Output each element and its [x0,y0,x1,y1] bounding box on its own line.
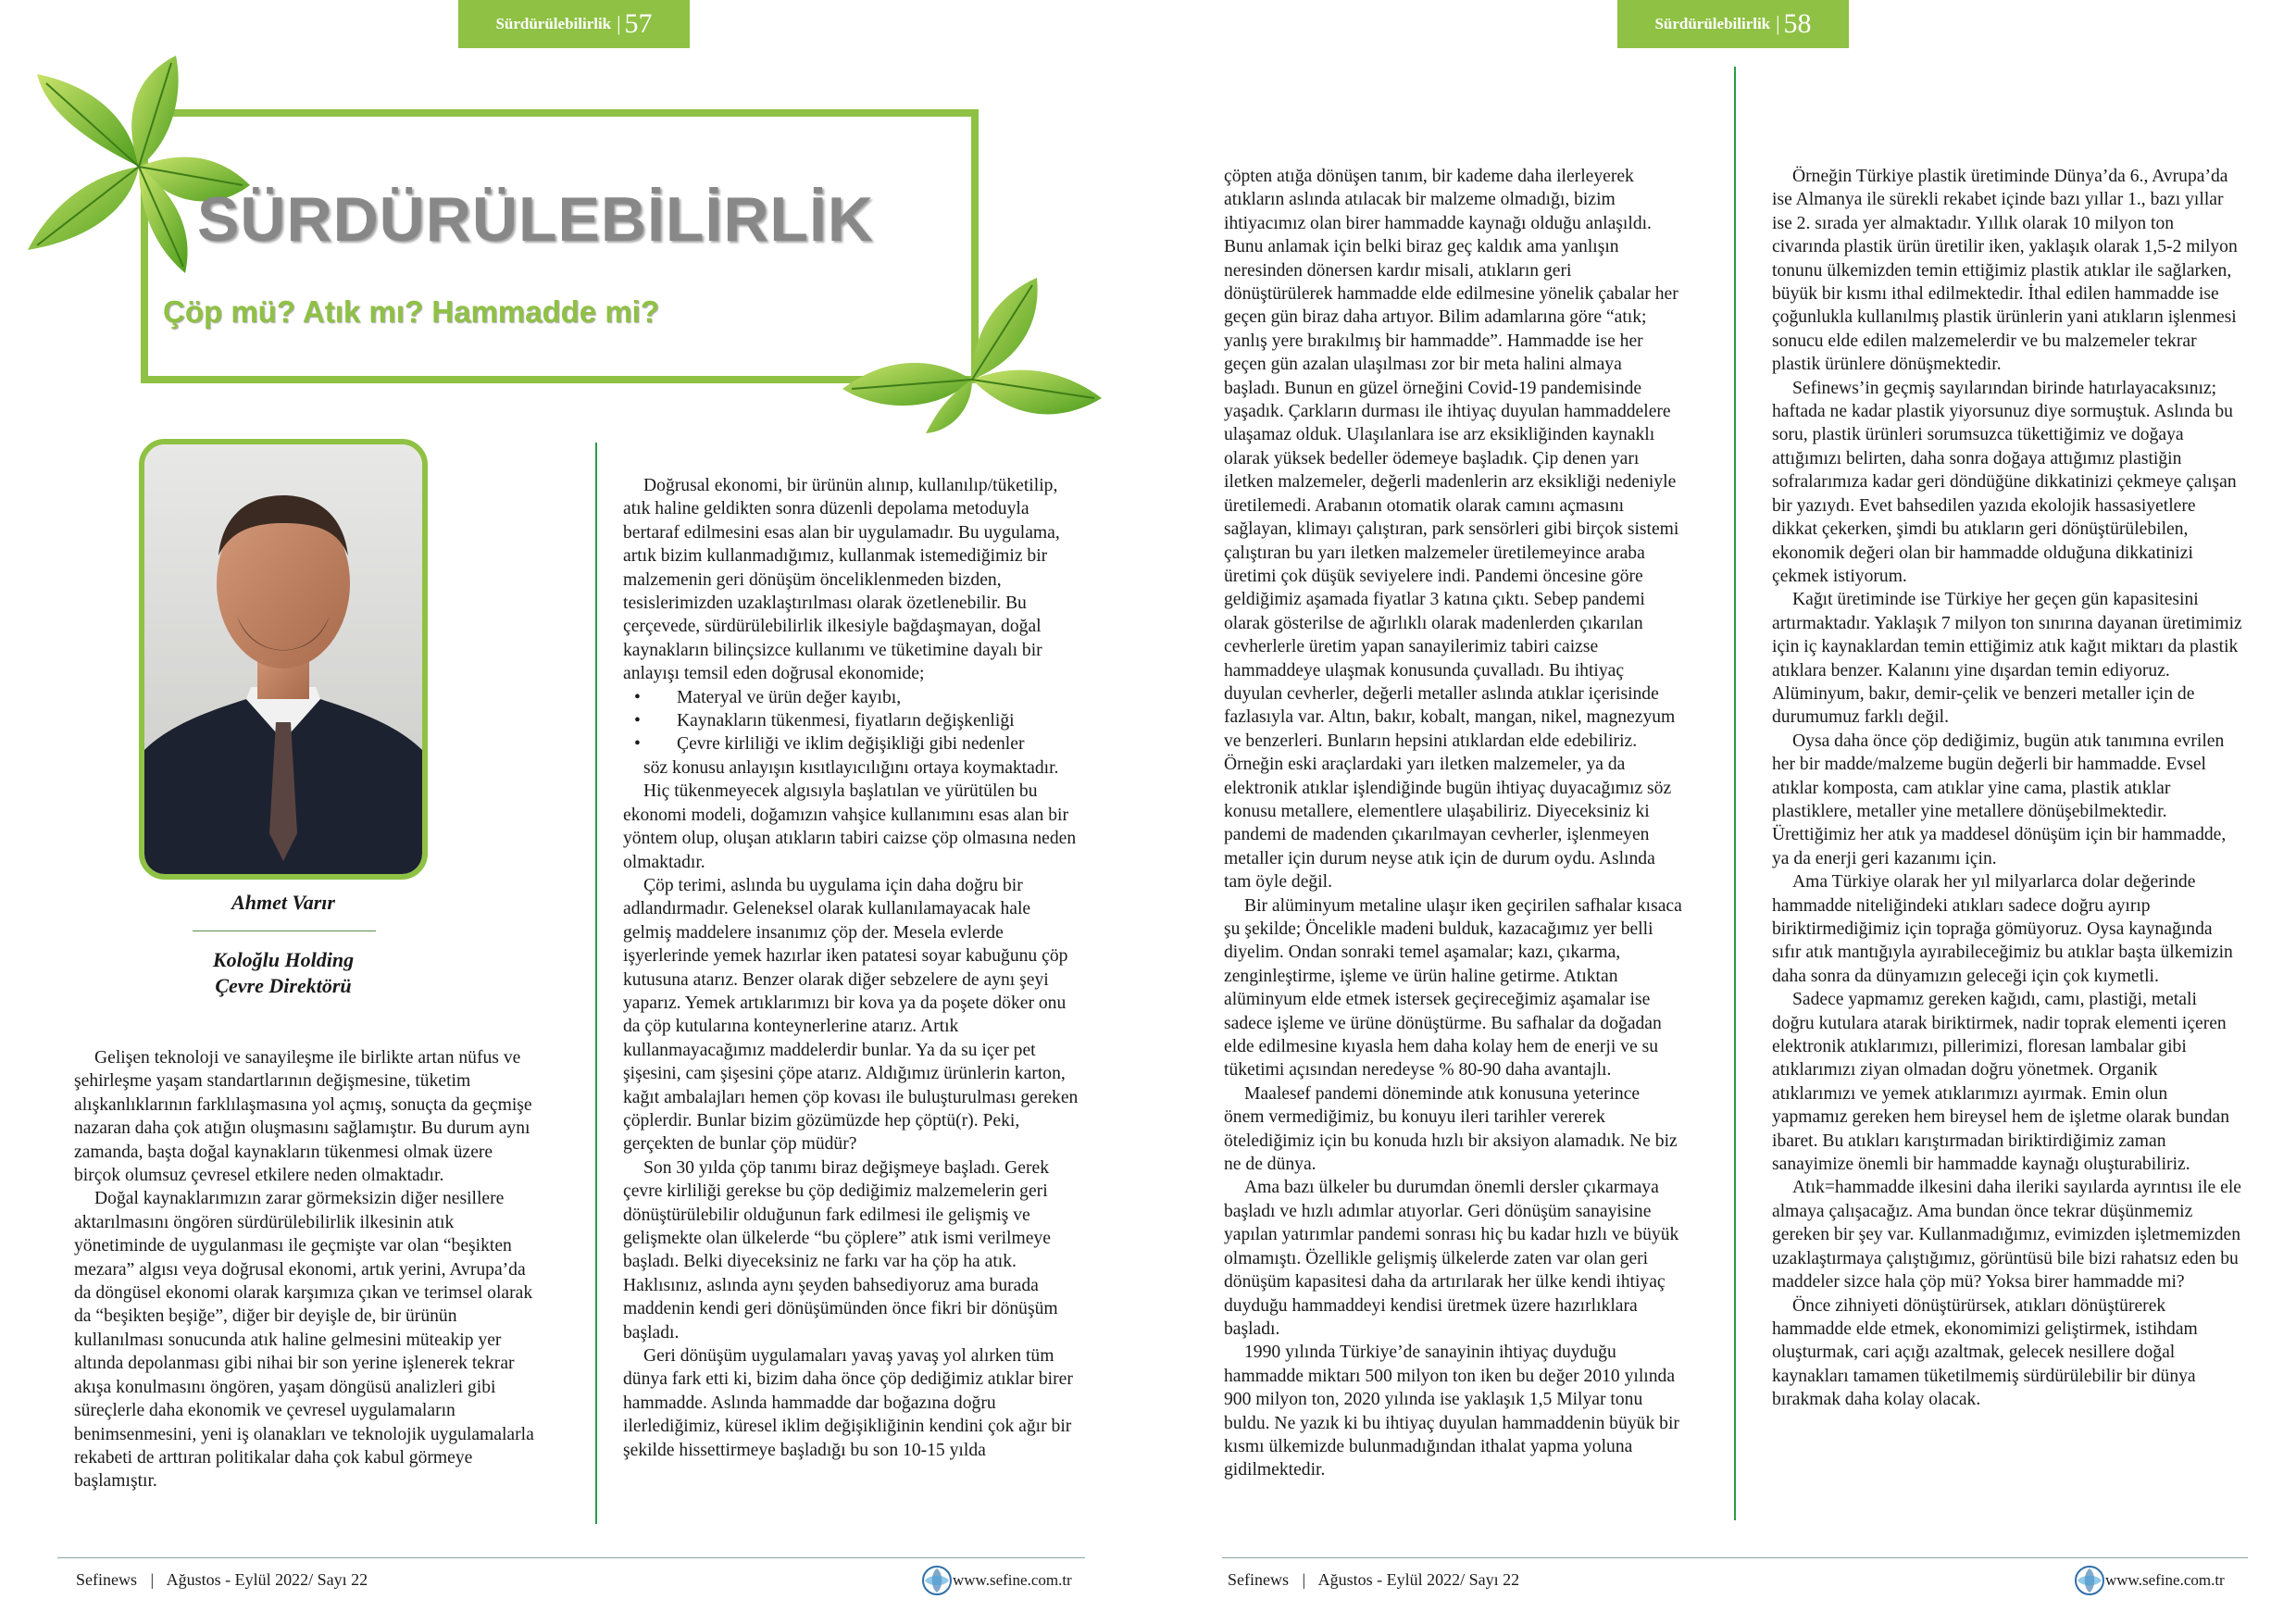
column-divider [595,443,597,1524]
author-photo [139,439,428,880]
paragraph: Oysa daha önce çöp dediğimiz, bugün atık tanımına evrilen her bir madde/malzeme bugün değerli bir hammadde. Evsel atıklar komposta, cam atıklar yine cama, plastik atıklar plastiklere, metaller yine metallere dönüşebilmektedir. Ürettiğimiz her atık ya maddesel dönüşüm için bir hammadde, ya da enerji geri kazanımı için. [1772,731,2227,868]
magazine-name: Sefinews [76,1570,137,1589]
paragraph: söz konusu anlayışın kısıtlayıcılığını ortaya koymaktadır. [643,757,1059,778]
paragraph: Atık=hammadde ilkesini daha ileriki sayılarda ayrıntısı ile ele almaya çalışacağız. Ama bundan önce tekrar düşünmemiz gereken bir şey var. Kullanmadığımız, evimizden işletmemizden uzaklaştırmaya çalıştığımız, görüntüsü bile bizi rahatsız eden bu maddeler sizce hala çöp mü? Yoksa birer hammadde mi? [1772,1178,2241,1293]
body-column [623,474,1081,1462]
paragraph: Kağıt üretiminde ise Türkiye her geçen gün kapasitesini artırmaktadır. Yaklaşık 7 milyon ton sınırına dayanan üretimimiz için iç kaynaklardan temin ettiğimiz atık kağıt miktarı da plastik atıklara benzer. Kalanını yine dışardan temin ediyoruz. Alüminyum, bakır, demir-çelik ve benzeri metaller için de durumumuz farklı değil. [1772,590,2242,728]
paragraph: Sadece yapmamız gereken kağıdı, camı, plastiği, metali doğru kutulara atarak biriktirmek, nadir toprak elementi içeren elektronik atıklarımızı, pillerimizi, floresan lambalar gibi atıklarımızı ziyan olmadan doğru yönetmek. Organik atıklarımızı ve yemek atıklarımızı ayırmak. Emin olun yapmamız gereken hem bireysel hem de işletme olarak bundan ibaret. Bu atıkları karıştırmadan biriktirdiğimiz zaman sanayimize önemli bir hammadde kaynağı oluşturabiliriz. [1772,990,2230,1175]
paragraph: Son 30 yılda çöp tanımı biraz değişmeye başladı. Gerek çevre kirliliği gerekse bu çöp dediğimiz malzemelerin geri dönüştürülebilir olduğunun fark edilmesi ile gelişmiş ve gelişmekte olan ülkelerde “bu çöplere” atık ismi verilmeye başladı. Belki diyeceksiniz ne farkı var ha çöp ha atık. Haklısınız, aslında aynı şeyden bahsediyoruz ama burada maddenin kendi geri dönüşümünden önce fikri bir dönüşüm başladı. [623,1157,1058,1343]
bullet-list [623,686,1081,756]
column-divider [1734,67,1736,1520]
article-title: SÜRDÜRÜLEBİLİRLİK [197,184,874,255]
header-section: Sürdürülebilirlik [495,15,612,32]
footer-magazine: Sefinews | Ağustos - Eylül 2022/ Sayı 22 [76,1570,368,1589]
author-company: Koloğlu Holding [212,948,355,971]
page-header-tab: Sürdürülebilirlik | 57 [458,0,690,48]
issue-info: Ağustos - Eylül 2022/ Sayı 22 [166,1570,368,1589]
body-column [1772,165,2242,1412]
paragraph: Geri dönüşüm uygulamaları yavaş yavaş yol alırken tüm dünya fark etti ki, bizim daha önce çöp dediğimiz atıklar birer hammadde. Aslında hammadde dar boğazına doğru ilerlediğimiz, küresel iklim değişikliğinin kendini çok ağır bir şekilde hissettirmeye başladığı bu son 10-15 yılda [623,1346,1073,1460]
paragraph: Ama Türkiye olarak her yıl milyarlarca dolar değerinde hammadde niteliğindeki atıkları sadece doğru ayırıp biriktirmediğimiz için toprağa gömüyoruz. Oysa kaynağında sıfır atık mantığıyla ayırabileceğimiz bu atıklar başta ülkemizin daha sonra da dünyamızın geleceği için çok kıymetli. [1772,872,2233,986]
paragraph: 1990 yılında Türkiye’de sanayinin ihtiyaç duyduğu hammadde miktarı 500 milyon ton iken bu değer 2010 yılında 900 milyon ton, 2020 yılında ise yaklaşık 1,5 Milyar tonu buldu. Ne yazık ki bu ihtiyaç duyulan hammaddenin büyük bir kısmı ülkemizde bulunmadığından ithalat yapma yoluna gidilmektedir. [1224,1343,1679,1480]
magazine-name: Sefinews [1228,1570,1289,1589]
paragraph: Gelişen teknoloji ve sanayileşme ile birlikte artan nüfus ve şehirleşme yaşam standartlarının değişmesine, tüketim alışkanlıklarının farklılaşmasına yol açmış, sonuçta da geçmişe nazaran daha çok atığın oluşmasını sağlamıştır. Bu durum aynı zamanda, başta doğal kaynakların tükenmesi olmak üzere birçok olumsuz çevresel etkilere neden olmaktadır. [74,1048,532,1186]
paragraph: Ama bazı ülkeler bu durumdan önemli dersler çıkarmaya başladı ve hızlı adımlar atıyorlar. Geri dönüşüm sanayisine yapılan yatırımlar pandemi sonrası hiç bu kadar hızlı ve büyük olmamıştı. Özellikle gelişmiş ülkelerde zaten var olan geri dönüşüm kapasitesi daha da artırılarak her ülke kendi ihtiyaç duyduğu hammaddeyi kendisi üretmek üzere hazırlıklara başladı. [1224,1178,1679,1339]
paragraph: Örneğin Türkiye plastik üretiminde Dünya’da 6., Avrupa’da ise Almanya ile sürekli rekabet içinde bazı yıllar 1., bazı yıllar ise 2. sırada yer almaktadır. Yıllık olarak 10 milyon ton civarında plastik ürün üretilir iken, yaklaşık olarak 1,5-2 milyon tonunu ülkemizden temin ettiğimiz plastik atıklar ile sağlarken, büyük bir kısmı ithal edilmektedir. İthal edilen hammadde ise çoğunlukla kullanılmış plastik ürünlerin yani atıkların işlenmesi sonucu elde edilen malzemelerdir ve bu malzemeler tekrar plastik ürünlere dönüşmektedir. [1772,167,2238,375]
paragraph: Doğal kaynaklarımızın zarar görmeksizin diğer nesillere aktarılmasını öngören sürdürülebilirlik ilkesinin atık yönetiminde de uygulanması ile geçmişte var olan “beşikten mezara” algısı veya doğrusal ekonomi, artık yerini, Avrupa’da da döngüsel ekonomi olarak karşımıza çıkan ve terimsel olarak da “beşikten beşiğe”, diğer bir deyişle de, bir ürünün kullanılması sonucunda atık haline gelmesini müteakip yer altında depolanması gibi nihai bir son yerine işlenerek tekrar akışa konulmasını öngören, yaşam döngüsü analizleri gibi süreçlerle daha ekonomik ve çevresel uygulamaların benimsenmesini, yeni iş olanakları ve teknolojik uygulamalarla rekabeti de arttıran politikalar daha çok kabul görmeye başlamıştır. [74,1189,534,1492]
paragraph: Maalesef pandemi döneminde atık konusuna yeterince önem vermediğimiz, bu konuyu ileri tarihler vererek ötelediğimiz için bu konuda hızlı bir aksiyon alamadık. Ne biz ne de dünya. [1224,1083,1678,1175]
sefine-logo-icon [2074,1565,2105,1596]
paragraph: Hiç tükenmeyecek algısıyla başlatılan ve yürütülen bu ekonomi modeli, doğamızın vahşice kullanımını esas alan bir yöntem olup, oluşan atıkların tabiri caizse çöp olmasına neden olmaktadır. [623,781,1077,872]
article-subtitle: Çöp mü? Atık mı? Hammadde mi? [163,294,659,329]
website-link[interactable]: www.sefine.com.tr [953,1571,1072,1589]
sefine-logo-icon [921,1565,953,1596]
paragraph: Önce zihniyeti dönüştürürsek, atıkları dönüştürerek hammadde elde etmek, ekonomimizi geliştirmek, istihdam oluşturmak, cari açığı azaltmak, gelecek nesillere doğal kaynakları tamamen tüketilmemiş sürdürülebilir bir dünya bırakmak daha kolay olacak. [1772,1295,2198,1410]
footer-rule [57,1557,1085,1558]
paragraph: çöpten atığa dönüşen tanım, bir kademe daha ilerleyerek atıkların aslında atılacak bir malzeme olmadığı, bizim ihtiyacımız olan birer hammadde kaynağı olduğu anlaşıldı. Bunu anlamak için belki biraz geç kaldık ama yanlışın neresinden dönersen kardır misali, atıkların geri dönüştürülerek hammadde elde edilmesine yönelik çabalar her geçen gün biraz daha artıyor. Bilim adamlarına göre “atık; yanlış yere bırakılmış bir hammadde”. Hammadde ise her geçen gün azalan ulaşılması zor bir meta halini almaya başladı. Bunun en güzel örneğini Covid-19 pandemisinde yaşadık. Çarkların durması ile ihtiyaç duyulan hammaddelere ulaşamaz olduk. Ulaşılanlara ise arz eksikliğinden kaynaklı olarak yüksek bedeller ödemeye başladık. Çip denen yarı iletken malzemeler, değerli madenlerin arz eksikliği nedeniyle üretilemedi. Arabanın otomatik olarak camını açmasını sağlayan, klimayı çalıştıran, park sensörleri gibi birçok sistemi çalıştıran bu yarı iletken malzemeler üretilemeyince araba üretimi çok düşük seviyelere indi. Pandemi öncesine göre geldiğimiz aşamada fiyatlar 3 katına çıktı. Sebep pandemi olarak gösterilse de ağırlıklı olarak madenlerden çıkarılan cevherlerle üretim yapan sanayilerimiz tabiri caizse hammaddeye ulaşmak konusunda çuvalladı. Bu ihtiyaç duyulan cevherler, değerli metaller aslında atıklar içerisinde fazlasıyla var. Altın, bakır, kobalt, mangan, nikel, magnezyum ve benzerleri. Bunların hepsini atıklardan elde edebiliriz. Örneğin eski araçlardaki yarı iletken malzemeler, ya da elektronik atıklar işlendiğinde bugün ihtiyaç duyacağımız söz konusu metallere, elementlere ulaşabiliriz. Diyeceksiniz ki pandemi de madenden çıkarılmayan cevherler, işlenmeyen metaller için durum neyse atık için de durum oydu. Aslında tam öyle değil. [1224,167,1679,893]
body-column [1224,165,1682,1482]
footer-website[interactable] [2074,1565,2225,1596]
list-item: • Çevre kirliliği ve iklim değişikliği gibi nedenler [623,732,1081,756]
intro-column [74,1046,537,1493]
leaf-cluster-icon [833,269,1111,435]
right-page [1148,0,2296,1624]
issue-info: Ağustos - Eylül 2022/ Sayı 22 [1317,1570,1520,1589]
footer-website[interactable] [921,1565,1072,1596]
list-item: • Materyal ve ürün değer kayıbı, [623,686,1081,709]
paragraph: Sefinews’in geçmiş sayılarından birinde hatırlayacaksınız; haftada ne kadar plastik yiyorsunuz diye sormuştuk. Aslında bu soru, plastik ürünleri sorumsuzca tükettiğimiz ve doğaya attığımızı belirten, daha sonra doğaya attığımız plastiğin sofralarımıza kadar geri döndüğüne dikkatinizi çekmeye çalışan bir yazıydı. Evet bahsedilen yazıda ekolojik hassasiyetlere dikkat çekerken, şimdi bu atıkların geri dönüştürülebilen, ekonomik değeri olan bir hammadde olduğuna dikkatinizi çekmek istiyorum. [1772,378,2237,586]
header-section: Sürdürülebilirlik [1654,15,1771,32]
footer-magazine: Sefinews | Ağustos - Eylül 2022/ Sayı 22 [1228,1570,1520,1589]
paragraph: Bir alüminyum metaline ulaşır iken geçirilen safhalar kısaca şu şekilde; Öncelikle madeni bulduk, kazacağımız yer belli diyelim. Ondan sonraki temel aşamalar; kazı, çıkarma, zenginleştirme, işleme ve ürün haline getirme. Atıktan alüminyum elde etmek istersek geçireceğimiz aşamalar ise sadece işleme ve ürüne dönüştürme. Bu safhalar da doğadan elde edilmesine kıyasla hem daha kolay hem de enerji ve su tüketimi açısından neredeyse % 80-90 daha avantajlı. [1224,895,1682,1081]
list-item: • Kaynakların tükenmesi, fiyatların değişkenliği [623,709,1081,732]
author-role: Çevre Direktörü [215,974,352,997]
page-header-tab: Sürdürülebilirlik | 58 [1617,0,1849,48]
footer-rule [1222,1557,2248,1558]
author-name: Ahmet Varır [231,891,335,914]
paragraph: Çöp terimi, aslında bu uygulama için daha doğru bir adlandırmadır. Geleneksel olarak kullanılamayacak hale gelmiş maddelere insanımız çöp der. Mesela evlerde işyerlerinde yemek hazırlar iken patatesi soyar kabuğunu çöp kutusuna atarız. Benzer olarak diğer sebzelere de aynı şeyi yaparız. Yemek artıklarımızı bir kova ya da poşete döker onu da çöp kutularına konteynerlerine atarız. Artık kullanmayacağımız maddelerdir bunlar. Ya da su içer pet şişesini, cam şişesini çöpe atarız. Aldığımız ürünlerin karton, kağıt ambalajları hemen çöp kovası ile buluşturulması gereken çöplerdir. Bunlar bizim gözümüzde hep çöptü(r). Peki, gerçekten de bunlar çöp müdür? [623,875,1079,1155]
website-link[interactable]: www.sefine.com.tr [2105,1571,2225,1589]
paragraph: Doğrusal ekonomi, bir ürünün alınıp, kullanılıp/tüketilip, atık haline geldikten sonra düzenli depolama metoduyla bertaraf edilmesini esas alan bir uygulamadır. Bu uygulama, artık bizim kullanmadığımız, kullanmak istemediğimiz bir malzemenin geri dönüşüm önceliklenmeden bizden, tesislerimizden uzaklaştırılması olarak özetlenebilir. Bu çerçevede, sürdürülebilirlik ilkesiyle bağdaşmayan, doğal kaynakların bilinçsizce kullanımı ve tüketimine dayalı bir anlayışı temsil eden doğrusal ekonomide; [623,476,1060,684]
header-page-number: 58 [1783,8,1812,39]
header-page-number: 57 [624,8,653,39]
